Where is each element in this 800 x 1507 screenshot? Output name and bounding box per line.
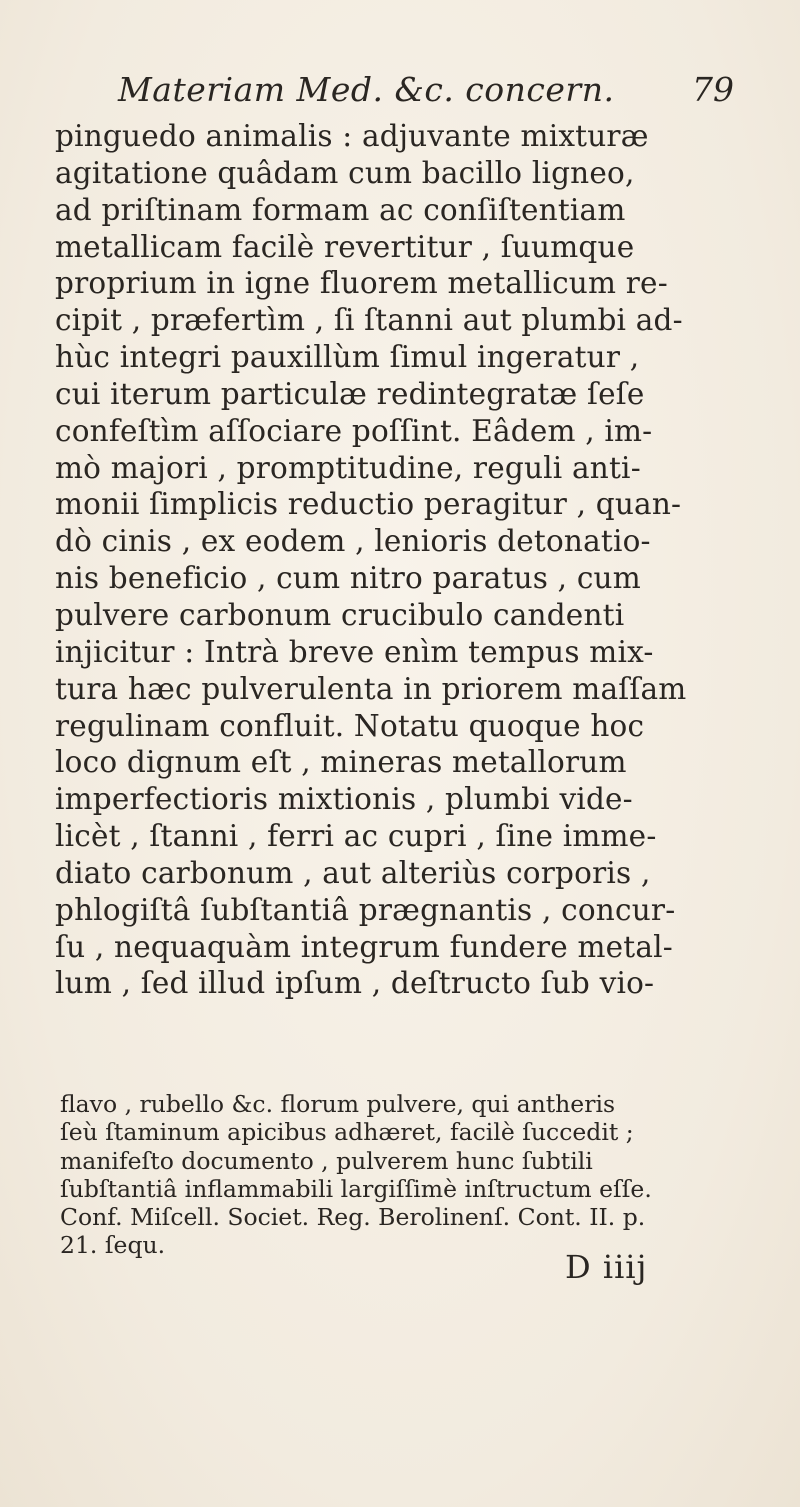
body-line: licèt , ſtanni , ferri ac cupri , ſine imme-: [55, 819, 657, 854]
body-line: hùc integri pauxillùm ſimul ingeratur ,: [55, 340, 640, 375]
page-header: [118, 70, 758, 120]
body-line: tura hæc pulverulenta in priorem maſſam: [55, 671, 687, 706]
footnote-line: manifeſto documento , pulverem hunc ſubtili: [60, 1146, 593, 1175]
body-line: nis beneficio , cum nitro paratus , cum: [55, 561, 641, 596]
body-line: ſu , nequaquàm integrum fundere metal-: [55, 929, 673, 964]
running-head: Materiam Med. &c. concern.: [118, 70, 615, 109]
body-line: monii ſimplicis reductio peragitur , quan-: [55, 487, 682, 522]
footnote-line: 21. ſequ.: [60, 1231, 166, 1260]
body-line: metallicam facilè revertitur , ſuumque: [55, 229, 635, 264]
body-line: injicitur : Intrà breve enìm tempus mix-: [55, 634, 654, 669]
body-line: pinguedo animalis : adjuvante mixturæ: [55, 119, 649, 153]
body-line: imperfectioris mixtionis , plumbi vide-: [55, 782, 633, 817]
body-text: [55, 118, 790, 1002]
footnote-line: Conf. Miſcell. Societ. Reg. Berolinenſ. Cont. II. p.: [60, 1203, 646, 1232]
body-line: cipit , præfertìm , ſi ſtanni aut plumbi ad-: [55, 303, 683, 338]
body-line: diato carbonum , aut alteriùs corporis ,: [55, 855, 651, 890]
footnote: [60, 1090, 790, 1260]
body-line: regulinam confluit. Notatu quoque hoc: [55, 708, 645, 743]
body-line: mò majori , promptitudine, reguli anti-: [55, 450, 641, 485]
body-line: phlogiſtâ ſubſtantiâ prægnantis , concur-: [55, 892, 676, 927]
body-line: cui iterum particulæ redintegratæ ſeſe: [55, 376, 645, 411]
body-line: confeſtìm aſſociare poſſint. Eâdem , im-: [55, 413, 653, 448]
signature-mark: D iiij: [565, 1248, 648, 1286]
body-line: pulvere carbonum crucibulo candenti: [55, 597, 625, 632]
body-line: lum , ſed illud ipſum , deſtructo ſub vio-: [55, 966, 655, 1001]
body-line: loco dignum eſt , mineras metallorum: [55, 745, 627, 780]
body-line: proprium in igne fluorem metallicum re-: [55, 266, 668, 301]
body-line: agitatione quâdam cum bacillo ligneo,: [55, 155, 635, 190]
body-line: dò cinis , ex eodem , lenioris detonatio-: [55, 524, 651, 559]
body-line: ad priſtinam formam ac conſiſtentiam: [55, 192, 626, 227]
footnote-line: ſeù ſtaminum apicibus adhæret, facilè ſuccedit ;: [60, 1118, 634, 1147]
page-number: 79: [692, 70, 734, 109]
footnote-line: flavo , rubello &c. florum pulvere, qui antheris: [60, 1090, 616, 1118]
footnote-line: ſubſtantiâ inflammabili largiſſimè inſtructum eſſe.: [60, 1174, 652, 1203]
